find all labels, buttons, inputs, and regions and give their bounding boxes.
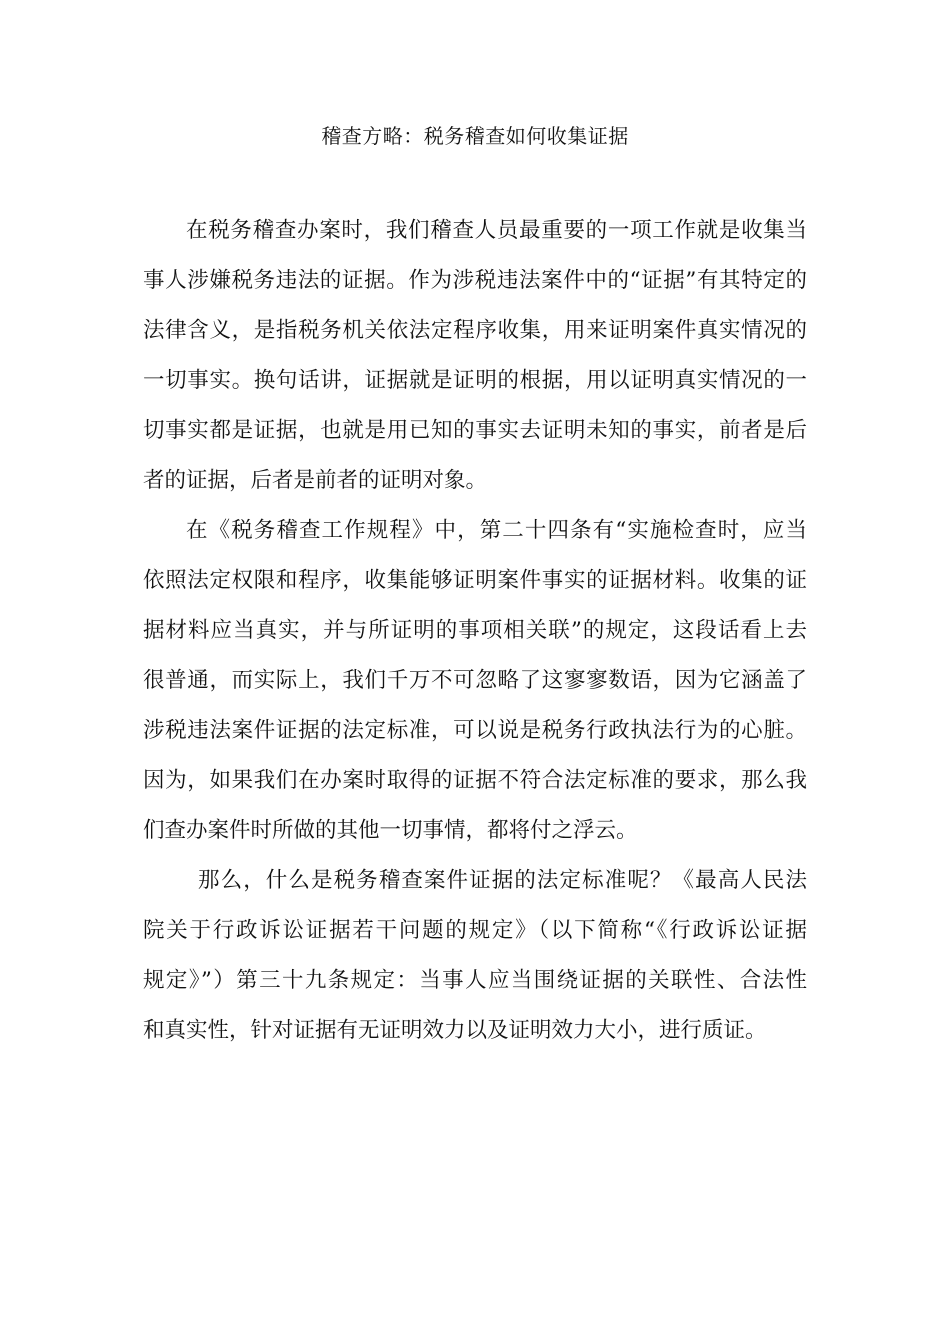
text-line: 很普通，而实际上，我们千万不可忽略了这寥寥数语，因为它涵盖了 [143, 668, 807, 693]
text-line: 者的证据，后者是前者的证明对象。 [143, 468, 488, 493]
document-body [143, 206, 807, 1056]
text-line: 在税务稽查办案时，我们稽查人员最重要的一项工作就是收集当 [186, 218, 807, 243]
text-line: 因为，如果我们在办案时取得的证据不符合法定标准的要求，那么我 [143, 768, 807, 793]
document-title: 稽查方略：税务稽查如何收集证据 [321, 124, 629, 148]
text-line: 规定》”）第三十九条规定：当事人应当围绕证据的关联性、合法性 [143, 968, 807, 993]
paragraph-3 [143, 856, 807, 1056]
text-line: 事人涉嫌税务违法的证据。作为涉税违法案件中的“证据”有其特定的 [143, 268, 807, 293]
paragraph-1 [143, 206, 807, 506]
text-line: 们查办案件时所做的其他一切事情，都将付之浮云。 [143, 818, 638, 843]
text-line: 那么，什么是税务稽查案件证据的法定标准呢？《最高人民法 [198, 868, 807, 893]
paragraph-2 [143, 506, 807, 856]
text-line: 一切事实。换句话讲，证据就是证明的根据，用以证明真实情况的一 [143, 368, 807, 393]
text-line: 据材料应当真实，并与所证明的事项相关联”的规定，这段话看上去 [143, 618, 807, 643]
text-line: 院关于行政诉讼证据若干问题的规定》（以下简称“《行政诉讼证据 [143, 918, 807, 943]
text-line: 依照法定权限和程序，收集能够证明案件事实的证据材料。收集的证 [143, 568, 807, 593]
text-line: 涉税违法案件证据的法定标准，可以说是税务行政执法行为的心脏。 [143, 718, 807, 743]
text-line: 和真实性，针对证据有无证明效力以及证明效力大小，进行质证。 [143, 1018, 767, 1043]
text-line: 法律含义，是指税务机关依法定程序收集，用来证明案件真实情况的 [143, 318, 807, 343]
text-line: 在《税务稽查工作规程》中，第二十四条有“实施检查时，应当 [186, 518, 807, 543]
text-line: 切事实都是证据，也就是用已知的事实去证明未知的事实，前者是后 [143, 418, 807, 443]
